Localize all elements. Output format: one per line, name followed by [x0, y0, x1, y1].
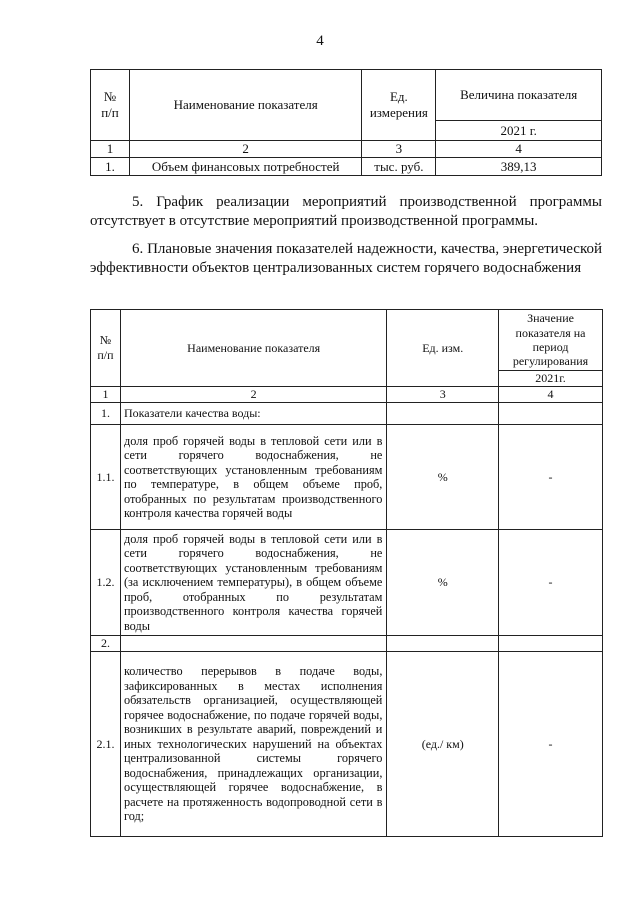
row-num: 1. — [91, 403, 121, 425]
header-year: 2021г. — [499, 371, 603, 387]
header-unit: Ед. изм. — [387, 310, 499, 387]
col-number: 3 — [362, 141, 436, 158]
row-value: - — [499, 652, 603, 837]
financial-needs-table — [90, 69, 602, 176]
row-value: - — [499, 425, 603, 530]
row-name: доля проб горячей воды в тепловой сети или в сети горячего водоснабжения, не соответствующих установленным требованиям (за исключением температуры), в общем объеме проб, отобранных по результатам производственного контроля качества горячей воды — [120, 530, 386, 636]
table-row — [91, 425, 603, 530]
col-number: 2 — [120, 387, 386, 403]
row-num: 1.2. — [91, 530, 121, 636]
row-unit: % — [387, 425, 499, 530]
section-6-text: 6. Плановые значения показателей надежности, качества, энергетической эффективности объектов централизованных систем горячего водоснабжения — [90, 241, 602, 276]
row-num: 2.1. — [91, 652, 121, 837]
row-num: 1. — [91, 158, 130, 176]
row-unit: тыс. руб. — [362, 158, 436, 176]
header-name: Наименование показателя — [129, 70, 361, 141]
row-name — [120, 636, 386, 652]
row-name: Показатели качества воды: — [120, 403, 386, 425]
header-name: Наименование показателя — [120, 310, 386, 387]
table-row — [91, 530, 603, 636]
col-number: 3 — [387, 387, 499, 403]
indicators-table — [90, 309, 603, 837]
row-unit: (ед./ км) — [387, 652, 499, 837]
table-row — [91, 636, 603, 652]
col-number: 2 — [129, 141, 361, 158]
row-num: 2. — [91, 636, 121, 652]
section-5-paragraph — [90, 193, 602, 231]
row-name: Объем финансовых потребностей — [129, 158, 361, 176]
table-row — [91, 403, 603, 425]
table-row — [91, 652, 603, 837]
header-num: № п/п — [91, 70, 130, 141]
row-value: - — [499, 530, 603, 636]
row-unit: % — [387, 530, 499, 636]
col-number: 4 — [436, 141, 602, 158]
header-year: 2021 г. — [436, 121, 602, 141]
row-num: 1.1. — [91, 425, 121, 530]
row-name: количество перерывов в подаче воды, зафиксированных в местах исполнения обязательств организацией, осуществляющей горячее водоснабжение, по подаче горячей воды, возникших в результате аварий, повреждений и иных технологических нарушений на объектах централизованной системы горячего водоснабжения, принадлежащих организации, осуществляющей горячее водоснабжение, в расчете на протяженность водопроводной сети в год; — [120, 652, 386, 837]
page-number: 4 — [316, 33, 324, 49]
header-unit: Ед. измерения — [362, 70, 436, 141]
header-value: Значение показателя на период регулирования — [499, 310, 603, 371]
table-row — [91, 158, 602, 176]
col-number: 1 — [91, 387, 121, 403]
col-number: 4 — [499, 387, 603, 403]
header-value: Величина показателя — [436, 70, 602, 121]
section-6-paragraph — [90, 240, 602, 278]
row-value: 389,13 — [436, 158, 602, 176]
header-num: № п/п — [91, 310, 121, 387]
row-name: доля проб горячей воды в тепловой сети или в сети горячего водоснабжения, не соответствующих установленным требованиям по температуре, в общем объеме проб, отобранных по результатам производственного контроля качества горячей воды — [120, 425, 386, 530]
section-5-text: 5. График реализации мероприятий производственной программы отсутствует в отсутствие мероприятий производственной программы. — [90, 194, 602, 229]
col-number: 1 — [91, 141, 130, 158]
